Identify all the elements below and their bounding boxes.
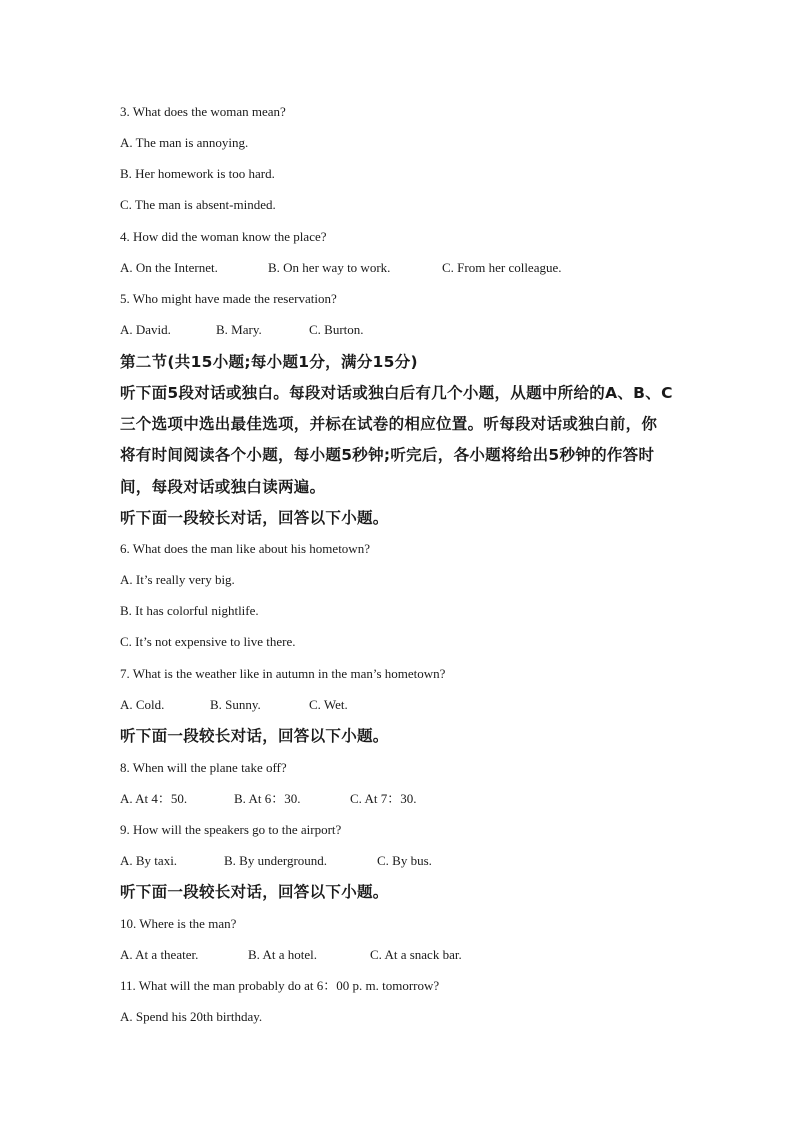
option-8c: C. At 7：30. (350, 791, 417, 806)
options-row-5 (120, 322, 364, 338)
option-8b: B. At 6：30. (234, 791, 301, 806)
question-6: 6. What does the man like about his hometown? (120, 541, 370, 556)
option-9b: B. By underground. (224, 853, 328, 868)
section-heading: 第二节(共15小题;每小题1分，满分15分) (120, 353, 418, 371)
option-11a: A. Spend his 20th birthday. (120, 1009, 263, 1024)
question-10: 10. Where is the man? (120, 916, 237, 931)
options-row-7 (120, 697, 348, 713)
option-9a: A. By taxi. (120, 853, 178, 868)
option-4b: B. On her way to work. (268, 260, 391, 275)
dialogue-heading-1: 听下面一段较长对话，回答以下小题。 (120, 509, 389, 527)
option-7b: B. Sunny. (210, 697, 261, 712)
option-5a: A. David. (120, 322, 171, 337)
option-10b: B. At a hotel. (248, 947, 317, 962)
option-5b: B. Mary. (216, 322, 262, 337)
option-6b: B. It has colorful nightlife. (120, 603, 259, 618)
options-row-8 (120, 791, 416, 807)
question-5: 5. Who might have made the reservation? (120, 291, 337, 306)
option-10a: A. At a theater. (120, 947, 199, 962)
dialogue-heading-2: 听下面一段较长对话，回答以下小题。 (120, 727, 389, 745)
question-8: 8. When will the plane take off? (120, 760, 287, 775)
option-9c: C. By bus. (377, 853, 432, 868)
question-4: 4. How did the woman know the place? (120, 229, 327, 244)
option-7c: C. Wet. (309, 697, 348, 712)
dialogue-heading-3: 听下面一段较长对话，回答以下小题。 (120, 883, 389, 901)
option-10c: C. At a snack bar. (370, 947, 462, 962)
options-row-10 (120, 947, 462, 963)
option-6a: A. It’s really very big. (120, 572, 235, 587)
instruction-line-1: 听下面5段对话或独白。每段对话或独白后有几个小题，从题中所给的A、B、C (120, 384, 673, 402)
question-3: 3. What does the woman mean? (120, 104, 286, 119)
option-3a: A. The man is annoying. (120, 135, 249, 150)
instruction-line-2: 三个选项中选出最佳选项，并标在试卷的相应位置。听每段对话或独白前，你 (120, 415, 658, 433)
option-3c: C. The man is absent-minded. (120, 197, 276, 212)
options-row-9 (120, 853, 432, 869)
option-6c: C. It’s not expensive to live there. (120, 634, 296, 649)
instruction-line-3: 将有时间阅读各个小题，每小题5秒钟;听完后，各小题将给出5秒钟的作答时 (120, 446, 655, 464)
option-3b: B. Her homework is too hard. (120, 166, 275, 181)
option-5c: C. Burton. (309, 322, 364, 337)
question-9: 9. How will the speakers go to the airport? (120, 822, 342, 837)
option-4c: C. From her colleague. (442, 260, 562, 275)
option-7a: A. Cold. (120, 697, 165, 712)
option-8a: A. At 4：50. (120, 791, 188, 806)
question-11: 11. What will the man probably do at 6：00 p. m. tomorrow? (120, 978, 440, 993)
options-row-4 (120, 260, 562, 276)
instruction-line-4: 间，每段对话或独白读两遍。 (120, 478, 326, 496)
question-7: 7. What is the weather like in autumn in the man’s hometown? (120, 666, 446, 681)
option-4a: A. On the Internet. (120, 260, 218, 275)
